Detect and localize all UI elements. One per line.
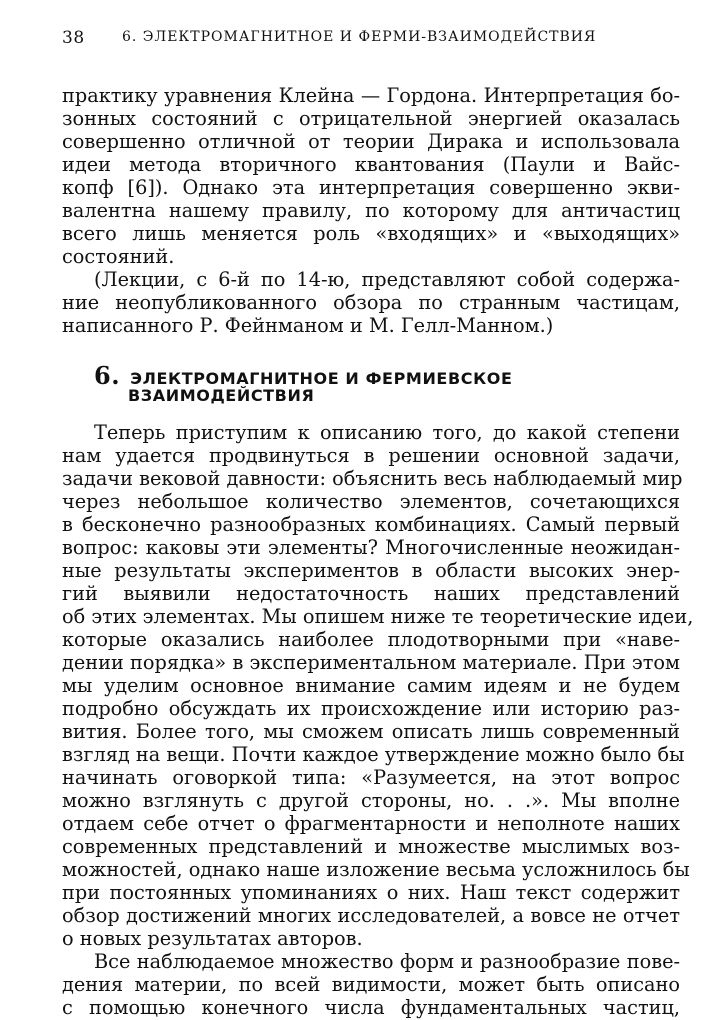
text-line: начинать оговоркой типа: «Разумеется, на этот вопрос	[62, 766, 680, 789]
text-line: Теперь приступим к описанию того, до какой степени	[94, 421, 680, 444]
text-line: ные результаты экспериментов в области высоких энер-	[62, 559, 680, 582]
text-line: (Лекции, с 6-й по 14-ю, представляют собой содержа-	[94, 268, 680, 291]
text-line: о новых результатах авторов.	[62, 927, 363, 950]
text-line: можно взглянуть с другой стороны, но. . .». Мы вполне	[62, 789, 680, 812]
text-line: нам удается продвинуться в решении основной задачи,	[62, 444, 680, 467]
text-line: вития. Более того, мы сможем описать лишь современный	[62, 720, 680, 743]
text-line: Все наблюдаемое множество форм и разнообразие пове-	[94, 950, 680, 973]
text-line: гий выявили недостаточность наших представлений	[62, 582, 680, 605]
text-line: подробно обсуждать их происхождение или историю раз-	[62, 697, 680, 720]
text-line: задачи вековой давности: объяснить весь наблюдаемый мир	[62, 467, 683, 490]
text-line: копф [6]). Однако эта интерпретация совершенно экви-	[62, 176, 680, 199]
text-line: ние неопубликованного обзора по странным частицам,	[62, 291, 680, 314]
text-line: можностей, однако наше изложение весьма усложнилось бы	[62, 858, 690, 881]
section-title-line2: ВЗАИМОДЕЙСТВИЯ	[128, 386, 315, 405]
text-line: написанного Р. Фейнманом и М. Гелл-Манном.)	[62, 314, 554, 337]
text-line: совершенно отличной от теории Дирака и использовала	[62, 130, 680, 153]
text-line: взгляд на вещи. Почти каждое утверждение можно было бы	[62, 743, 685, 766]
text-line: дении порядка» в экспериментальном материале. При этом	[62, 651, 680, 674]
text-line: дения материи, по всей видимости, может быть описано	[62, 973, 680, 996]
text-line: состояний.	[62, 245, 175, 268]
text-line: идеи метода вторичного квантования (Паули и Вайс-	[62, 153, 680, 176]
text-line: зонных состояний с отрицательной энергией оказалась	[62, 107, 680, 130]
text-line: обзор достижений многих исследователей, а вовсе не отчет	[62, 904, 680, 927]
text-line: всего лишь меняется роль «входящих» и «выходящих»	[62, 222, 680, 245]
text-line: в бесконечно разнообразных комбинациях. Самый первый	[62, 513, 680, 536]
section-number: 6.	[94, 361, 121, 390]
text-line: современных представлений и множестве мыслимых воз-	[62, 835, 680, 858]
text-line: через небольшое количество элементов, сочетающихся	[62, 490, 680, 513]
page-number: 38	[62, 28, 85, 48]
text-line: мы уделим основное внимание самим идеям и не будем	[62, 674, 680, 697]
text-line: отдаем себе отчет о фрагментарности и неполноте наших	[62, 812, 680, 835]
text-line: практику уравнения Клейна — Гордона. Интерпретация бо-	[62, 84, 680, 107]
text-line: с помощью конечного числа фундаментальных частиц,	[62, 996, 680, 1019]
page-header	[62, 28, 622, 52]
running-title: 6. ЭЛЕКТРОМАГНИТНОЕ И ФЕРМИ-ВЗАИМОДЕЙСТВИЯ	[122, 29, 597, 45]
section-title-line1: ЭЛЕКТРОМАГНИТНОЕ И ФЕРМИЕВСКОЕ	[130, 369, 513, 388]
text-line: при постоянных упоминаниях о них. Наш текст содержит	[62, 881, 680, 904]
text-line: валентна нашему правилу, по которому для античастиц	[62, 199, 680, 222]
text-line: об этих элементах. Мы опишем ниже те теоретические идеи,	[62, 605, 694, 628]
text-line: вопрос: каковы эти элементы? Многочисленные неожидан-	[62, 536, 680, 559]
text-line: которые оказались наиболее плодотворными при «наве-	[62, 628, 680, 651]
